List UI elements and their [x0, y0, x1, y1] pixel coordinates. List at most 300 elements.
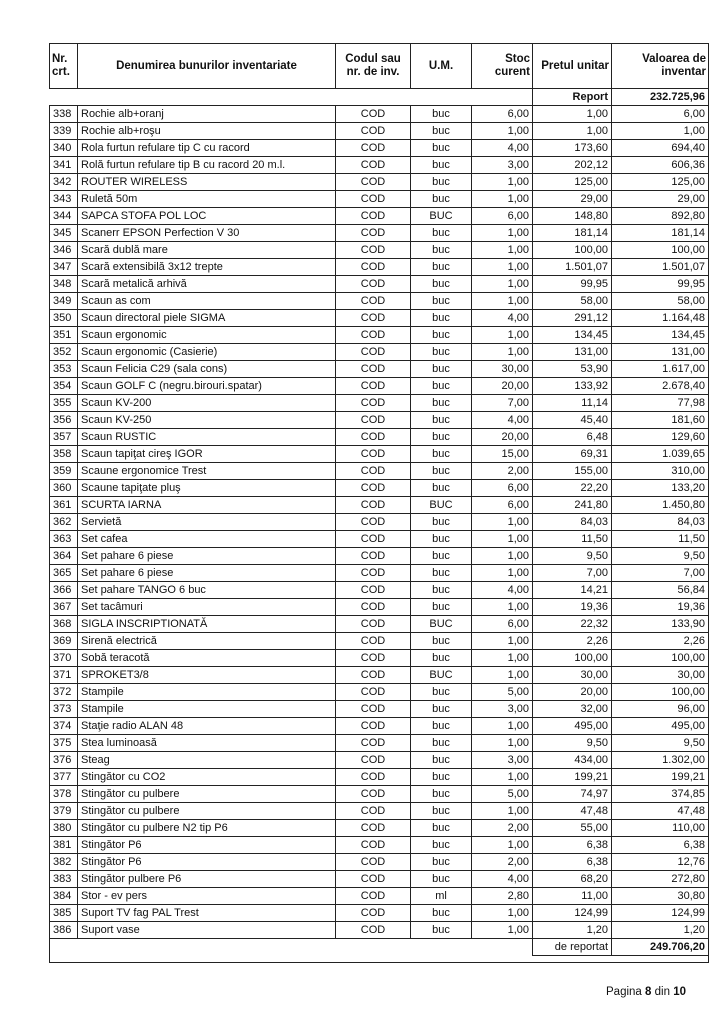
cell-stoc: 20,00 — [472, 429, 533, 446]
cell-um: buc — [411, 854, 472, 871]
cell-stoc: 1,00 — [472, 718, 533, 735]
closing-cell — [50, 956, 709, 963]
cell-val: 2,26 — [612, 633, 709, 650]
cell-um: buc — [411, 480, 472, 497]
cell-stoc: 1,00 — [472, 837, 533, 854]
cell-stoc: 2,00 — [472, 820, 533, 837]
cell-nr: 343 — [50, 191, 78, 208]
cell-pret: 181,14 — [533, 225, 612, 242]
table-row — [50, 633, 709, 650]
cell-um: buc — [411, 140, 472, 157]
cell-pret: 99,95 — [533, 276, 612, 293]
table-row — [50, 378, 709, 395]
cell-nr: 360 — [50, 480, 78, 497]
cell-nr: 381 — [50, 837, 78, 854]
cell-pret: 6,38 — [533, 837, 612, 854]
cell-um: buc — [411, 106, 472, 123]
cell-pret: 55,00 — [533, 820, 612, 837]
cell-pret: 1,20 — [533, 922, 612, 939]
inventory-table — [49, 43, 709, 963]
cell-nr: 375 — [50, 735, 78, 752]
cell-pret: 1,00 — [533, 106, 612, 123]
cell-um: buc — [411, 565, 472, 582]
header-val: Valoarea de inventar — [612, 44, 709, 89]
cell-pret: 53,90 — [533, 361, 612, 378]
cell-pret: 495,00 — [533, 718, 612, 735]
cell-name: SCURTA IARNA — [78, 497, 336, 514]
page-middle: din — [654, 986, 670, 998]
cell-cod: COD — [336, 599, 411, 616]
cell-pret: 131,00 — [533, 344, 612, 361]
cell-pret: 22,20 — [533, 480, 612, 497]
cell-pret: 155,00 — [533, 463, 612, 480]
cell-nr: 370 — [50, 650, 78, 667]
cell-pret: 69,31 — [533, 446, 612, 463]
cell-um: buc — [411, 684, 472, 701]
table-row — [50, 140, 709, 157]
cell-um: buc — [411, 633, 472, 650]
inventory-sheet — [49, 43, 706, 963]
cell-val: 6,38 — [612, 837, 709, 854]
cell-name: Stingător cu pulbere — [78, 803, 336, 820]
cell-nr: 340 — [50, 140, 78, 157]
table-row — [50, 429, 709, 446]
cell-cod: COD — [336, 718, 411, 735]
cell-um: buc — [411, 735, 472, 752]
cell-cod: COD — [336, 497, 411, 514]
table-row — [50, 514, 709, 531]
cell-stoc: 3,00 — [472, 701, 533, 718]
cell-val: 495,00 — [612, 718, 709, 735]
cell-pret: 291,12 — [533, 310, 612, 327]
table-row — [50, 871, 709, 888]
cell-um: BUC — [411, 497, 472, 514]
cell-pret: 199,21 — [533, 769, 612, 786]
cell-nr: 346 — [50, 242, 78, 259]
cell-name: Sobă teracotă — [78, 650, 336, 667]
table-row — [50, 548, 709, 565]
cell-name: Stampile — [78, 701, 336, 718]
cell-stoc: 1,00 — [472, 514, 533, 531]
cell-val: 47,48 — [612, 803, 709, 820]
cell-cod: COD — [336, 786, 411, 803]
cell-name: Set pahare 6 piese — [78, 565, 336, 582]
cell-name: Set pahare TANGO 6 buc — [78, 582, 336, 599]
table-row — [50, 888, 709, 905]
cell-cod: COD — [336, 633, 411, 650]
cell-cod: COD — [336, 616, 411, 633]
cell-val: 99,95 — [612, 276, 709, 293]
cell-um: buc — [411, 803, 472, 820]
cell-pret: 11,14 — [533, 395, 612, 412]
footer-value: 249.706,20 — [612, 939, 709, 956]
cell-cod: COD — [336, 395, 411, 412]
cell-stoc: 1,00 — [472, 905, 533, 922]
report-spacer — [50, 89, 533, 106]
cell-pret: 45,40 — [533, 412, 612, 429]
header-pret: Pretul unitar — [533, 44, 612, 89]
table-row — [50, 412, 709, 429]
cell-pret: 11,00 — [533, 888, 612, 905]
table-row — [50, 276, 709, 293]
cell-cod: COD — [336, 259, 411, 276]
cell-val: 77,98 — [612, 395, 709, 412]
cell-stoc: 1,00 — [472, 803, 533, 820]
cell-name: Scaun GOLF C (negru.birouri.spatar) — [78, 378, 336, 395]
cell-cod: COD — [336, 701, 411, 718]
cell-nr: 357 — [50, 429, 78, 446]
table-row — [50, 242, 709, 259]
cell-name: SAPCA STOFA POL LOC — [78, 208, 336, 225]
cell-um: buc — [411, 582, 472, 599]
page-prefix: Pagina — [606, 986, 642, 998]
header-cod: Codul sau nr. de inv. — [336, 44, 411, 89]
cell-val: 134,45 — [612, 327, 709, 344]
cell-name: Steag — [78, 752, 336, 769]
cell-nr: 368 — [50, 616, 78, 633]
cell-pret: 22,32 — [533, 616, 612, 633]
cell-nr: 378 — [50, 786, 78, 803]
cell-stoc: 5,00 — [472, 786, 533, 803]
cell-nr: 361 — [50, 497, 78, 514]
cell-cod: COD — [336, 752, 411, 769]
cell-name: Stingător cu pulbere — [78, 786, 336, 803]
cell-stoc: 7,00 — [472, 395, 533, 412]
cell-pret: 100,00 — [533, 650, 612, 667]
table-row — [50, 259, 709, 276]
cell-val: 1.164,48 — [612, 310, 709, 327]
cell-nr: 383 — [50, 871, 78, 888]
cell-name: Scaun KV-250 — [78, 412, 336, 429]
cell-val: 12,76 — [612, 854, 709, 871]
cell-name: Stingător P6 — [78, 837, 336, 854]
cell-name: Stampile — [78, 684, 336, 701]
cell-stoc: 6,00 — [472, 480, 533, 497]
table-row — [50, 361, 709, 378]
header-row — [50, 44, 709, 89]
cell-cod: COD — [336, 922, 411, 939]
cell-name: Stingător cu pulbere N2 tip P6 — [78, 820, 336, 837]
cell-nr: 359 — [50, 463, 78, 480]
cell-cod: COD — [336, 310, 411, 327]
cell-stoc: 1,00 — [472, 650, 533, 667]
cell-nr: 341 — [50, 157, 78, 174]
cell-um: buc — [411, 293, 472, 310]
cell-nr: 350 — [50, 310, 78, 327]
cell-pret: 202,12 — [533, 157, 612, 174]
cell-stoc: 2,00 — [472, 463, 533, 480]
cell-stoc: 1,00 — [472, 242, 533, 259]
cell-um: buc — [411, 259, 472, 276]
cell-name: Scară metalică arhivă — [78, 276, 336, 293]
cell-um: buc — [411, 429, 472, 446]
cell-name: Ruletă 50m — [78, 191, 336, 208]
cell-cod: COD — [336, 565, 411, 582]
cell-um: buc — [411, 174, 472, 191]
cell-nr: 367 — [50, 599, 78, 616]
cell-val: 19,36 — [612, 599, 709, 616]
cell-um: buc — [411, 548, 472, 565]
cell-nr: 342 — [50, 174, 78, 191]
table-row — [50, 922, 709, 939]
table-row — [50, 837, 709, 854]
cell-um: buc — [411, 123, 472, 140]
cell-nr: 366 — [50, 582, 78, 599]
cell-um: buc — [411, 718, 472, 735]
cell-cod: COD — [336, 378, 411, 395]
table-body — [50, 89, 709, 963]
cell-name: Scaun KV-200 — [78, 395, 336, 412]
cell-cod: COD — [336, 650, 411, 667]
cell-name: SPROKET3/8 — [78, 667, 336, 684]
table-row — [50, 684, 709, 701]
cell-name: Scaun tapiţat cireş IGOR — [78, 446, 336, 463]
table-row — [50, 106, 709, 123]
table-row — [50, 123, 709, 140]
cell-pret: 124,99 — [533, 905, 612, 922]
cell-stoc: 1,00 — [472, 191, 533, 208]
cell-stoc: 1,00 — [472, 599, 533, 616]
cell-cod: COD — [336, 667, 411, 684]
cell-name: Stingător cu CO2 — [78, 769, 336, 786]
cell-nr: 362 — [50, 514, 78, 531]
cell-name: Rochie alb+roşu — [78, 123, 336, 140]
cell-pret: 19,36 — [533, 599, 612, 616]
cell-cod: COD — [336, 276, 411, 293]
cell-pret: 74,97 — [533, 786, 612, 803]
cell-name: Stea luminoasă — [78, 735, 336, 752]
cell-val: 1.617,00 — [612, 361, 709, 378]
cell-name: Rochie alb+oranj — [78, 106, 336, 123]
table-row — [50, 344, 709, 361]
cell-stoc: 1,00 — [472, 123, 533, 140]
cell-pret: 9,50 — [533, 735, 612, 752]
cell-name: Staţie radio ALAN 48 — [78, 718, 336, 735]
cell-stoc: 4,00 — [472, 412, 533, 429]
cell-pret: 7,00 — [533, 565, 612, 582]
cell-pret: 84,03 — [533, 514, 612, 531]
table-row — [50, 446, 709, 463]
cell-val: 1.450,80 — [612, 497, 709, 514]
cell-nr: 376 — [50, 752, 78, 769]
cell-cod: COD — [336, 242, 411, 259]
cell-um: buc — [411, 922, 472, 939]
cell-cod: COD — [336, 531, 411, 548]
cell-stoc: 3,00 — [472, 752, 533, 769]
cell-um: buc — [411, 650, 472, 667]
cell-val: 124,99 — [612, 905, 709, 922]
cell-pret: 9,50 — [533, 548, 612, 565]
cell-stoc: 4,00 — [472, 310, 533, 327]
cell-nr: 380 — [50, 820, 78, 837]
cell-um: buc — [411, 446, 472, 463]
header-nr: Nr. crt. — [50, 44, 78, 89]
cell-stoc: 30,00 — [472, 361, 533, 378]
cell-cod: COD — [336, 854, 411, 871]
cell-cod: COD — [336, 803, 411, 820]
cell-name: Scaun as com — [78, 293, 336, 310]
table-row — [50, 395, 709, 412]
cell-val: 199,21 — [612, 769, 709, 786]
cell-um: buc — [411, 276, 472, 293]
cell-um: buc — [411, 157, 472, 174]
table-row — [50, 327, 709, 344]
footer-spacer — [50, 939, 533, 956]
cell-nr: 353 — [50, 361, 78, 378]
cell-pret: 6,38 — [533, 854, 612, 871]
cell-cod: COD — [336, 905, 411, 922]
cell-cod: COD — [336, 463, 411, 480]
cell-val: 310,00 — [612, 463, 709, 480]
cell-um: buc — [411, 769, 472, 786]
cell-name: Suport TV fag PAL Trest — [78, 905, 336, 922]
cell-nr: 365 — [50, 565, 78, 582]
cell-val: 1.039,65 — [612, 446, 709, 463]
cell-val: 129,60 — [612, 429, 709, 446]
cell-stoc: 1,00 — [472, 735, 533, 752]
cell-um: buc — [411, 395, 472, 412]
table-row — [50, 463, 709, 480]
table-row — [50, 208, 709, 225]
table-row — [50, 820, 709, 837]
cell-um: buc — [411, 327, 472, 344]
cell-nr: 363 — [50, 531, 78, 548]
page-number — [606, 986, 686, 998]
cell-val: 2.678,40 — [612, 378, 709, 395]
table-row — [50, 616, 709, 633]
cell-cod: COD — [336, 225, 411, 242]
cell-cod: COD — [336, 446, 411, 463]
cell-pret: 30,00 — [533, 667, 612, 684]
cell-val: 58,00 — [612, 293, 709, 310]
table-row — [50, 735, 709, 752]
table-row — [50, 667, 709, 684]
cell-val: 7,00 — [612, 565, 709, 582]
cell-cod: COD — [336, 208, 411, 225]
cell-cod: COD — [336, 871, 411, 888]
cell-val: 100,00 — [612, 650, 709, 667]
cell-pret: 68,20 — [533, 871, 612, 888]
cell-stoc: 1,00 — [472, 327, 533, 344]
cell-pret: 133,92 — [533, 378, 612, 395]
cell-um: buc — [411, 752, 472, 769]
cell-pret: 148,80 — [533, 208, 612, 225]
cell-val: 6,00 — [612, 106, 709, 123]
cell-cod: COD — [336, 106, 411, 123]
cell-name: Scaun ergonomic — [78, 327, 336, 344]
cell-val: 606,36 — [612, 157, 709, 174]
cell-val: 100,00 — [612, 684, 709, 701]
cell-nr: 386 — [50, 922, 78, 939]
table-row — [50, 769, 709, 786]
cell-val: 131,00 — [612, 344, 709, 361]
cell-cod: COD — [336, 429, 411, 446]
cell-pret: 241,80 — [533, 497, 612, 514]
cell-um: buc — [411, 905, 472, 922]
cell-cod: COD — [336, 582, 411, 599]
cell-stoc: 1,00 — [472, 174, 533, 191]
report-label: Report — [533, 89, 612, 106]
cell-stoc: 1,00 — [472, 276, 533, 293]
cell-name: Scară extensibilă 3x12 trepte — [78, 259, 336, 276]
cell-val: 100,00 — [612, 242, 709, 259]
cell-val: 110,00 — [612, 820, 709, 837]
cell-nr: 371 — [50, 667, 78, 684]
cell-um: buc — [411, 786, 472, 803]
cell-nr: 338 — [50, 106, 78, 123]
cell-um: buc — [411, 344, 472, 361]
cell-pret: 29,00 — [533, 191, 612, 208]
report-row — [50, 89, 709, 106]
cell-nr: 372 — [50, 684, 78, 701]
cell-cod: COD — [336, 684, 411, 701]
cell-nr: 348 — [50, 276, 78, 293]
cell-name: Set cafea — [78, 531, 336, 548]
cell-pret: 2,26 — [533, 633, 612, 650]
header-stoc: Stoc curent — [472, 44, 533, 89]
cell-nr: 374 — [50, 718, 78, 735]
cell-val: 1.501,07 — [612, 259, 709, 276]
cell-val: 181,14 — [612, 225, 709, 242]
cell-pret: 14,21 — [533, 582, 612, 599]
cell-pret: 100,00 — [533, 242, 612, 259]
cell-name: Set pahare 6 piese — [78, 548, 336, 565]
cell-um: BUC — [411, 616, 472, 633]
cell-val: 96,00 — [612, 701, 709, 718]
cell-stoc: 1,00 — [472, 293, 533, 310]
table-row — [50, 582, 709, 599]
cell-name: Sirenă electrică — [78, 633, 336, 650]
cell-nr: 345 — [50, 225, 78, 242]
cell-name: ROUTER WIRELESS — [78, 174, 336, 191]
table-row — [50, 565, 709, 582]
cell-cod: COD — [336, 174, 411, 191]
footer-label: de reportat — [533, 939, 612, 956]
cell-name: Rola furtun refulare tip C cu racord — [78, 140, 336, 157]
cell-stoc: 2,00 — [472, 854, 533, 871]
cell-nr: 354 — [50, 378, 78, 395]
cell-val: 133,90 — [612, 616, 709, 633]
cell-pret: 32,00 — [533, 701, 612, 718]
cell-stoc: 1,00 — [472, 259, 533, 276]
cell-pret: 173,60 — [533, 140, 612, 157]
cell-name: Suport vase — [78, 922, 336, 939]
table-row — [50, 650, 709, 667]
cell-pret: 434,00 — [533, 752, 612, 769]
cell-cod: COD — [336, 514, 411, 531]
cell-name: Scaune tapiţate pluş — [78, 480, 336, 497]
cell-cod: COD — [336, 412, 411, 429]
table-row — [50, 157, 709, 174]
cell-val: 272,80 — [612, 871, 709, 888]
cell-stoc: 2,80 — [472, 888, 533, 905]
cell-um: buc — [411, 361, 472, 378]
cell-stoc: 4,00 — [472, 140, 533, 157]
cell-name: Scanerr EPSON Perfection V 30 — [78, 225, 336, 242]
cell-stoc: 20,00 — [472, 378, 533, 395]
cell-cod: COD — [336, 837, 411, 854]
cell-pret: 6,48 — [533, 429, 612, 446]
cell-pret: 134,45 — [533, 327, 612, 344]
table-row — [50, 174, 709, 191]
cell-stoc: 3,00 — [472, 157, 533, 174]
cell-nr: 352 — [50, 344, 78, 361]
cell-val: 374,85 — [612, 786, 709, 803]
cell-um: buc — [411, 701, 472, 718]
table-row — [50, 191, 709, 208]
cell-cod: COD — [336, 327, 411, 344]
table-row — [50, 752, 709, 769]
